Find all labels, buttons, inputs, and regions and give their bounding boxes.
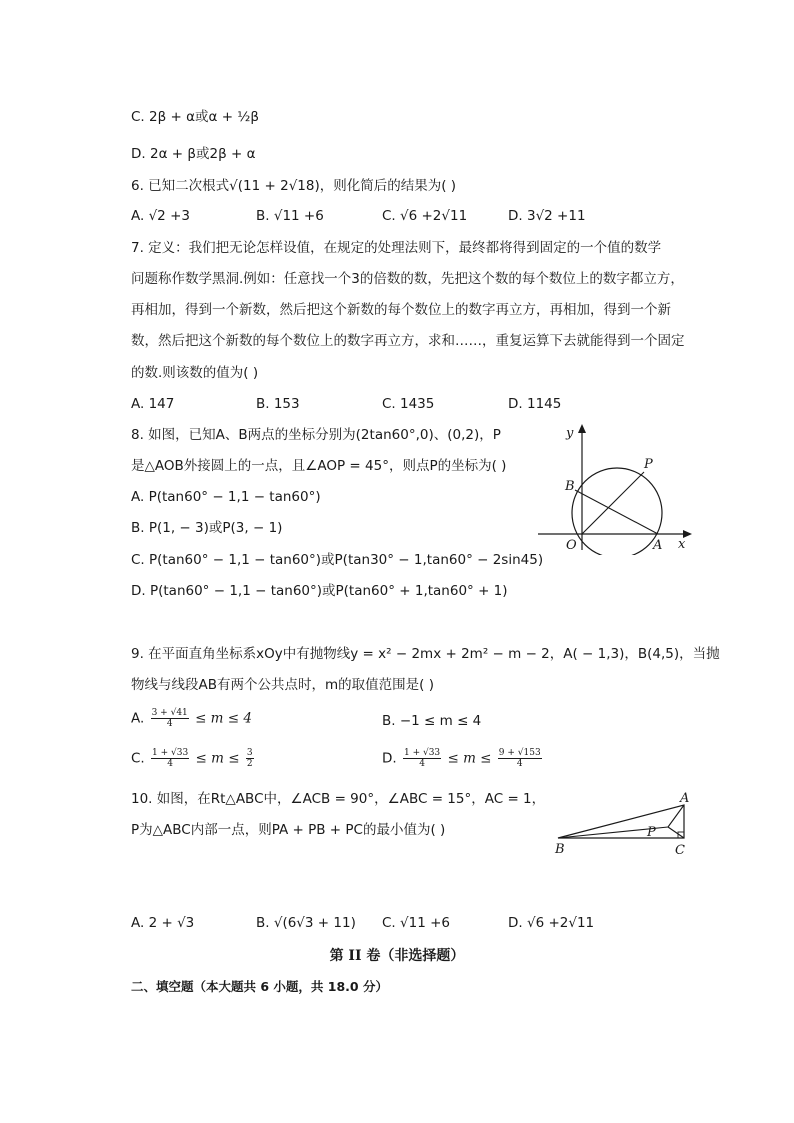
q8-label-a: A	[653, 538, 663, 553]
q10-figure	[550, 790, 700, 860]
q6-option-d: D. 3√2 +11	[508, 208, 586, 224]
q9-option-d-fraction-2	[498, 748, 542, 769]
q9-c-numerator-1: 1 + √33	[152, 748, 189, 758]
q6-option-a: A. √2 +3	[131, 208, 190, 224]
q8-label-x: x	[678, 537, 686, 552]
q7-option-a: A. 147	[131, 396, 175, 412]
q9-option-d-fraction-1	[403, 748, 441, 769]
q10-label-c: C	[675, 843, 685, 858]
q7-line-4: 数，然后把这个新数的每个数位上的数字再立方，求和……，重复运算下去就能得到一个固定	[131, 333, 685, 349]
q7-line-5: 的数.则该数的值为( )	[131, 365, 259, 381]
q8-label-p: P	[644, 457, 653, 472]
q9-option-a-fraction	[151, 708, 189, 729]
q10-option-b: B. √(6√3 + 11)	[256, 915, 356, 931]
q10-option-a: A. 2 + √3	[131, 915, 195, 931]
q8-option-c: C. P(tan60° − 1,1 − tan60°)或P(tan30° − 1,tan60° − 2sin45)	[131, 552, 544, 568]
fill-in-section-heading: 二、填空题（本大题共 6 小题，共 18.0 分）	[131, 979, 388, 994]
q10-segment-pc	[668, 827, 684, 838]
q10-label-a: A	[680, 791, 690, 806]
q10-option-d: D. √6 +2√11	[508, 915, 595, 931]
q9-a-denominator: 4	[166, 719, 173, 729]
q7-line-1: 7. 定义：我们把无论怎样设值，在规定的处理法则下，最终都将得到固定的一个值的数学	[131, 240, 662, 256]
q9-option-c-fraction-1	[151, 748, 189, 769]
q9-option-d	[382, 748, 544, 769]
q9-option-a-label: A.	[131, 710, 145, 727]
q8-label-o: O	[566, 538, 577, 553]
q5-option-c: C. 2β + α或α + ½β	[131, 109, 259, 125]
q10-triangle-abc	[558, 805, 684, 838]
q7-line-3: 再相加，得到一个新数，然后把这个新数的每个数位上的数字再立方，再相加，得到一个新	[131, 302, 671, 318]
q10-line-2: P为△ABC内部一点，则PA + PB + PC的最小值为( )	[131, 822, 446, 838]
q8-line-2: 是△AOB外接圆上的一点，且∠AOP = 45°，则点P的坐标为( )	[131, 458, 507, 474]
q9-option-b: B. −1 ≤ m ≤ 4	[382, 713, 482, 729]
q5-option-d: D. 2α + β或2β + α	[131, 146, 256, 162]
part-2-title: 第 II 卷（非选择题）	[329, 948, 465, 964]
q6-option-b: B. √11 +6	[256, 208, 324, 224]
q9-option-c-label: C.	[131, 750, 145, 767]
q8-y-arrow	[578, 424, 586, 433]
q7-option-b: B. 153	[256, 396, 300, 412]
q10-line-1: 10. 如图，在Rt△ABC中，∠ACB = 90°，∠ABC = 15°，AC = 1，	[131, 791, 546, 807]
q9-option-c-fraction-2	[246, 748, 254, 769]
q7-option-d: D. 1145	[508, 396, 562, 412]
q6-stem: 6. 已知二次根式√(11 + 2√18)，则化简后的结果为( )	[131, 178, 457, 194]
q9-option-a	[131, 708, 252, 729]
q6-option-c: C. √6 +2√11	[382, 208, 468, 224]
q9-d-denominator-2: 4	[516, 759, 523, 769]
q8-option-b: B. P(1, − 3)或P(3, − 1)	[131, 520, 283, 536]
q10-label-p: P	[647, 825, 656, 840]
q10-label-b: B	[555, 842, 565, 857]
q10-option-c: C. √11 +6	[382, 915, 450, 931]
q8-segment-op	[582, 472, 644, 534]
q9-option-a-inequality: ≤ m ≤ 4	[195, 710, 252, 727]
q7-line-2: 问题称作数学黑洞.例如：任意找一个3的倍数的数，先把这个数的每个数位上的数字都立方，	[131, 271, 684, 287]
q9-d-numerator-2: 9 + √153	[498, 748, 541, 758]
q8-circumcircle	[572, 468, 662, 555]
q9-option-c	[131, 748, 256, 769]
q9-option-d-label: D.	[382, 750, 397, 767]
q8-figure	[530, 420, 700, 555]
q9-line-2: 物线与线段AB有两个公共点时，m的取值范围是( )	[131, 677, 434, 693]
q8-option-d: D. P(tan60° − 1,1 − tan60°)或P(tan60° + 1,tan60° + 1)	[131, 583, 508, 599]
q7-option-c: C. 1435	[382, 396, 435, 412]
q8-segment-ba	[575, 490, 658, 534]
q9-line-1: 9. 在平面直角坐标系xOy中有抛物线y = x² − 2mx + 2m² − m − 2，A( − 1,3)，B(4,5)，当抛	[131, 646, 720, 662]
q9-option-c-inequality: ≤ m ≤	[195, 750, 240, 767]
q9-c-denominator-1: 4	[167, 759, 173, 769]
q9-c-numerator-2: 3	[246, 748, 253, 758]
q8-line-1: 8. 如图，已知A、B两点的坐标分别为(2tan60°,0)、(0,2)，P	[131, 427, 501, 443]
q9-a-numerator: 3 + √41	[151, 708, 188, 718]
q8-label-y: y	[566, 426, 574, 441]
q8-label-b: B	[565, 479, 575, 494]
q9-option-d-inequality: ≤ m ≤	[447, 750, 492, 767]
q9-c-denominator-2: 2	[246, 759, 253, 769]
q9-d-numerator-1: 1 + √33	[403, 748, 441, 758]
q9-d-denominator-1: 4	[419, 759, 425, 769]
q8-option-a: A. P(tan60° − 1,1 − tan60°)	[131, 489, 321, 505]
